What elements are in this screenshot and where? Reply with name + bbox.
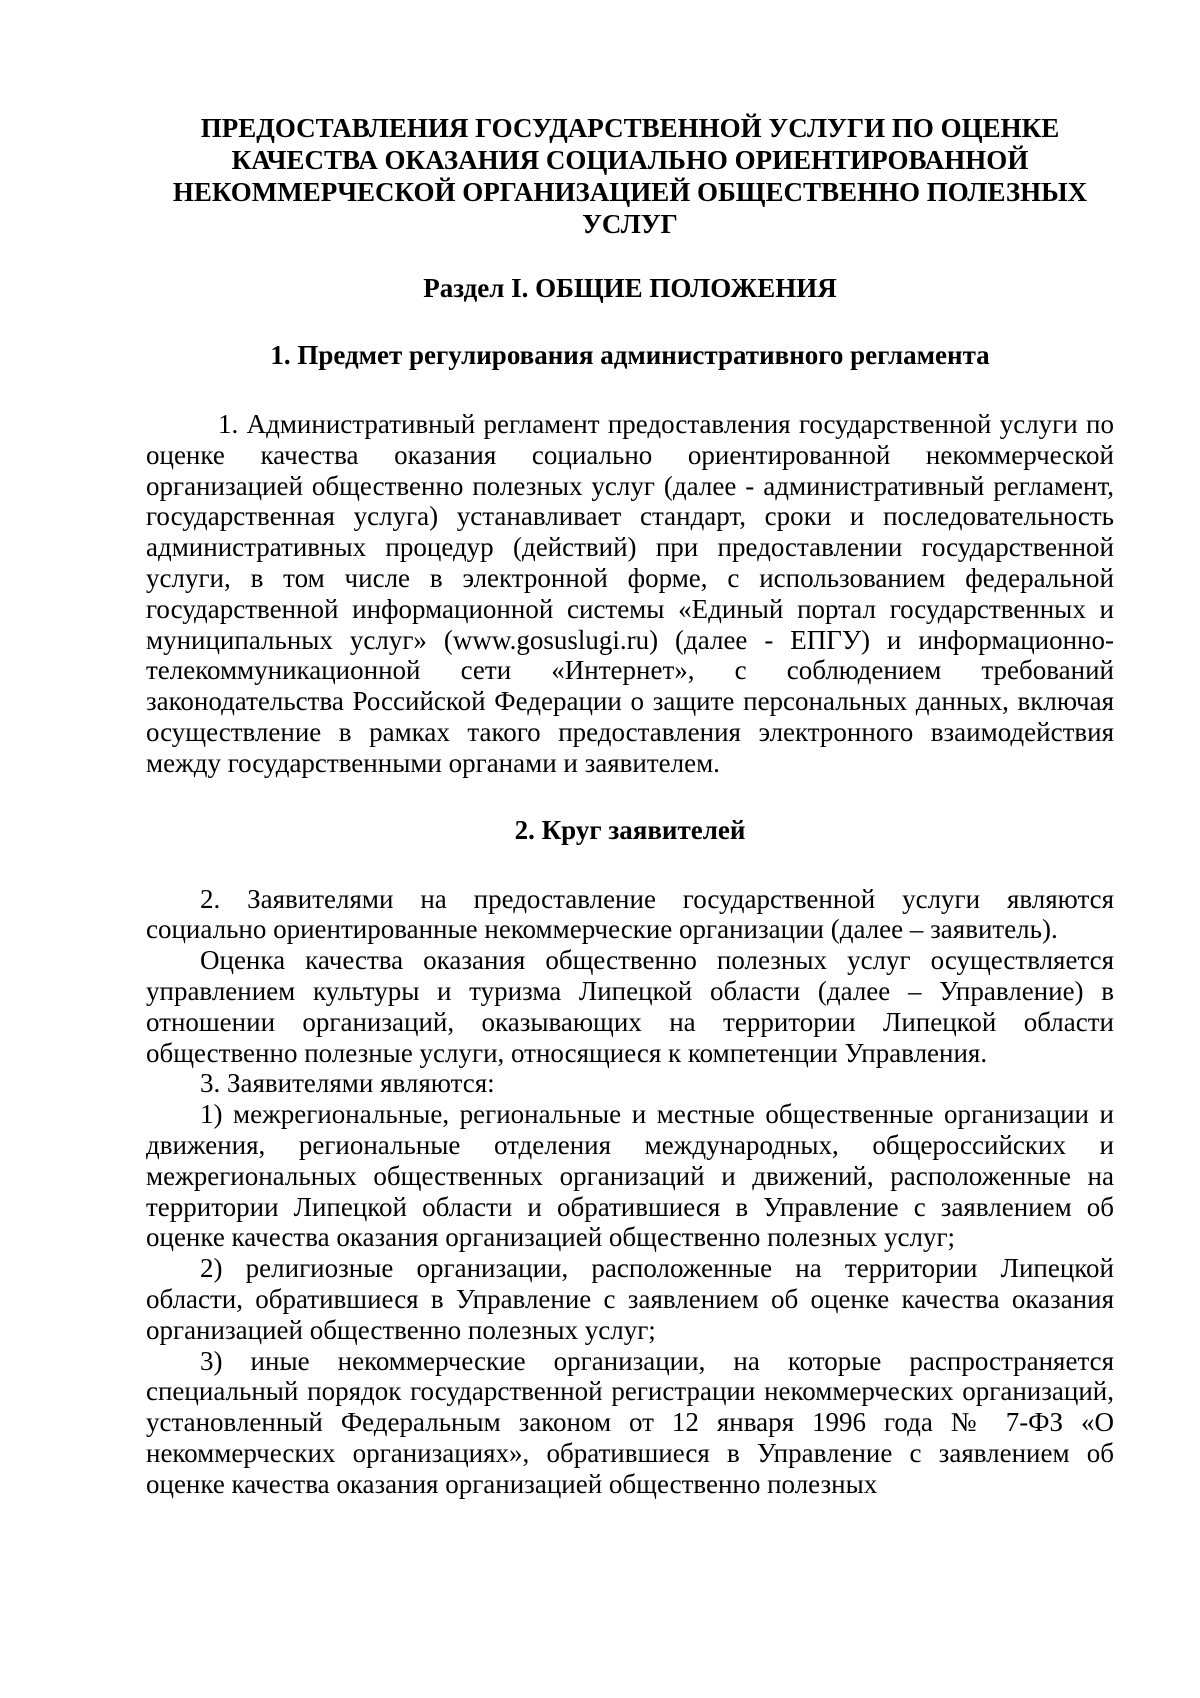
paragraph: 1) межрегиональные, региональные и местные общественные организации и движения, региональные отделения международных, общероссийских и межрегиональных общественных организаций и движений, расположенные на территории Липецкой области и обратившиеся в Управление с заявлением об оценке качества оказания организацией общественно полезных услуг; <box>146 1099 1114 1253</box>
paragraph: 3) иные некоммерческие организации, на которые распространяется специальный порядок государственной регистрации некоммерческих организаций, установленный Федеральным законом от 12 января 1996 года № 7-ФЗ «О некоммерческих организациях», обратившиеся в Управление с заявлением об оценке качества оказания организацией общественно полезных <box>146 1345 1114 1499</box>
paragraph: 3. Заявителями являются: <box>200 1068 495 1099</box>
title-line: ПРЕДОСТАВЛЕНИЯ ГОСУДАРСТВЕННОЙ УСЛУГИ ПО ОЦЕНКЕ <box>200 113 1060 143</box>
title-line: УСЛУГ <box>582 209 678 239</box>
section-title: Раздел I. ОБЩИЕ ПОЛОЖЕНИЯ <box>423 273 837 303</box>
paragraph: 2) религиозные организации, расположенные на территории Липецкой области, обратившиеся в Управление с заявлением об оценке качества оказания организацией общественно полезных услуг; <box>146 1253 1114 1345</box>
subsection-heading-2: 2. Круг заявителей <box>514 814 746 845</box>
subsection-heading-1: 1. Предмет регулирования административного регламента <box>270 340 990 370</box>
paragraph: 1. Административный регламент предоставления государственной услуги по оценке качества оказания социально ориентированной некоммерческой организацией общественно полезных услуг (далее - административный регламент, государственная услуга) устанавливает стандарт, сроки и последовательность административных процедур (действий) при предоставлении государственной услуги, в том числе в электронной форме, с использованием федеральной государственной информационной системы «Единый портал государственных и муниципальных услуг» (www.gosuslugi.ru) (далее - ЕПГУ) и информационно-телекоммуникационной сети «Интернет», с соблюдением требований законодательства Российской Федерации о защите персональных данных, включая осуществление в рамках такого предоставления электронного взаимодействия между государственными органами и заявителем. <box>146 409 1114 778</box>
paragraph: Оценка качества оказания общественно полезных услуг осуществляется управлением культуры и туризма Липецкой области (далее – Управление) в отношении организаций, оказывающих на территории Липецкой области общественно полезные услуги, относящиеся к компетенции Управления. <box>146 945 1114 1068</box>
title-line: КАЧЕСТВА ОКАЗАНИЯ СОЦИАЛЬНО ОРИЕНТИРОВАННОЙ <box>231 145 1029 175</box>
document-content <box>146 112 1114 1500</box>
paragraph: 2. Заявителями на предоставление государственной услуги являются социально ориентированные некоммерческие организации (далее – заявитель). <box>146 883 1114 945</box>
title-line: НЕКОММЕРЧЕСКОЙ ОРГАНИЗАЦИЕЙ ОБЩЕСТВЕННО ПОЛЕЗНЫХ <box>172 177 1088 207</box>
document-title <box>146 112 1114 240</box>
